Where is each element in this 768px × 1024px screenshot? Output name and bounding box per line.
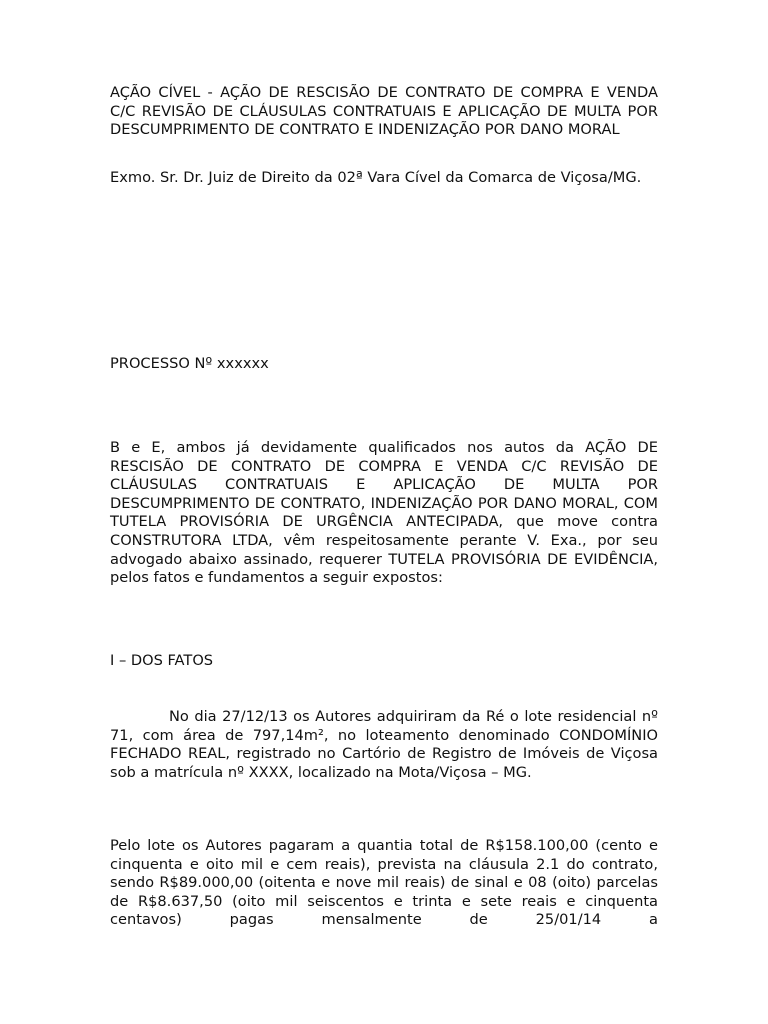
addressee-line: Exmo. Sr. Dr. Juiz de Direito da 02ª Vara Cível da Comarca de Viçosa/MG. xyxy=(110,169,642,186)
process-number: PROCESSO Nº xxxxxx xyxy=(110,355,269,372)
section-title: I – DOS FATOS xyxy=(110,652,214,669)
intro-paragraph: B e E, ambos já devidamente qualificados nos autos da AÇÃO DE RESCISÃO DE CONTRATO DE COMPRA E VENDA C/C REVISÃO DE CLÁUSULAS CONTRATUAIS E APLICAÇÃO DE MULTA POR DESCUMPRIMENTO DE CONTRATO, INDENIZAÇÃO POR DANO MORAL, COM TUTELA PROVISÓRIA DE URGÊNCIA ANTECIPADA, que move contra CONSTRUTORA LTDA, vêm respeitosamente perante V. Exa., por seu advogado abaixo assinado, requerer TUTELA PROVISÓRIA DE EVIDÊNCIA, pelos fatos e fundamentos a seguir expostos: xyxy=(110,439,658,587)
facts-paragraph-2: Pelo lote os Autores pagaram a quantia total de R$158.100,00 (cento e cinquenta e oito mil e cem reais), prevista na cláusula 2.1 do contrato, sendo R$89.000,00 (oitenta e nove mil reais) de sinal e 08 (oito) parcelas de R$8.637,50 (oito mil seiscentos e trinta e sete reais e cinquenta centavos) pagas mensalmente de 25/01/14 a xyxy=(110,837,658,929)
facts-paragraph-1: No dia 27/12/13 os Autores adquiriram da Ré o lote residencial nº 71, com área de 797,14m², no loteamento denominado CONDOMÍNIO FECHADO REAL, registrado no Cartório de Registro de Imóveis de Viçosa sob a matrícula nº XXXX, localizado na Mota/Viçosa – MG. xyxy=(110,708,658,781)
document-heading: AÇÃO CÍVEL - AÇÃO DE RESCISÃO DE CONTRATO DE COMPRA E VENDA C/C REVISÃO DE CLÁUSULAS CONTRATUAIS E APLICAÇÃO DE MULTA POR DESCUMPRIMENTO DE CONTRATO E INDENIZAÇÃO POR DANO MORAL xyxy=(110,84,658,139)
